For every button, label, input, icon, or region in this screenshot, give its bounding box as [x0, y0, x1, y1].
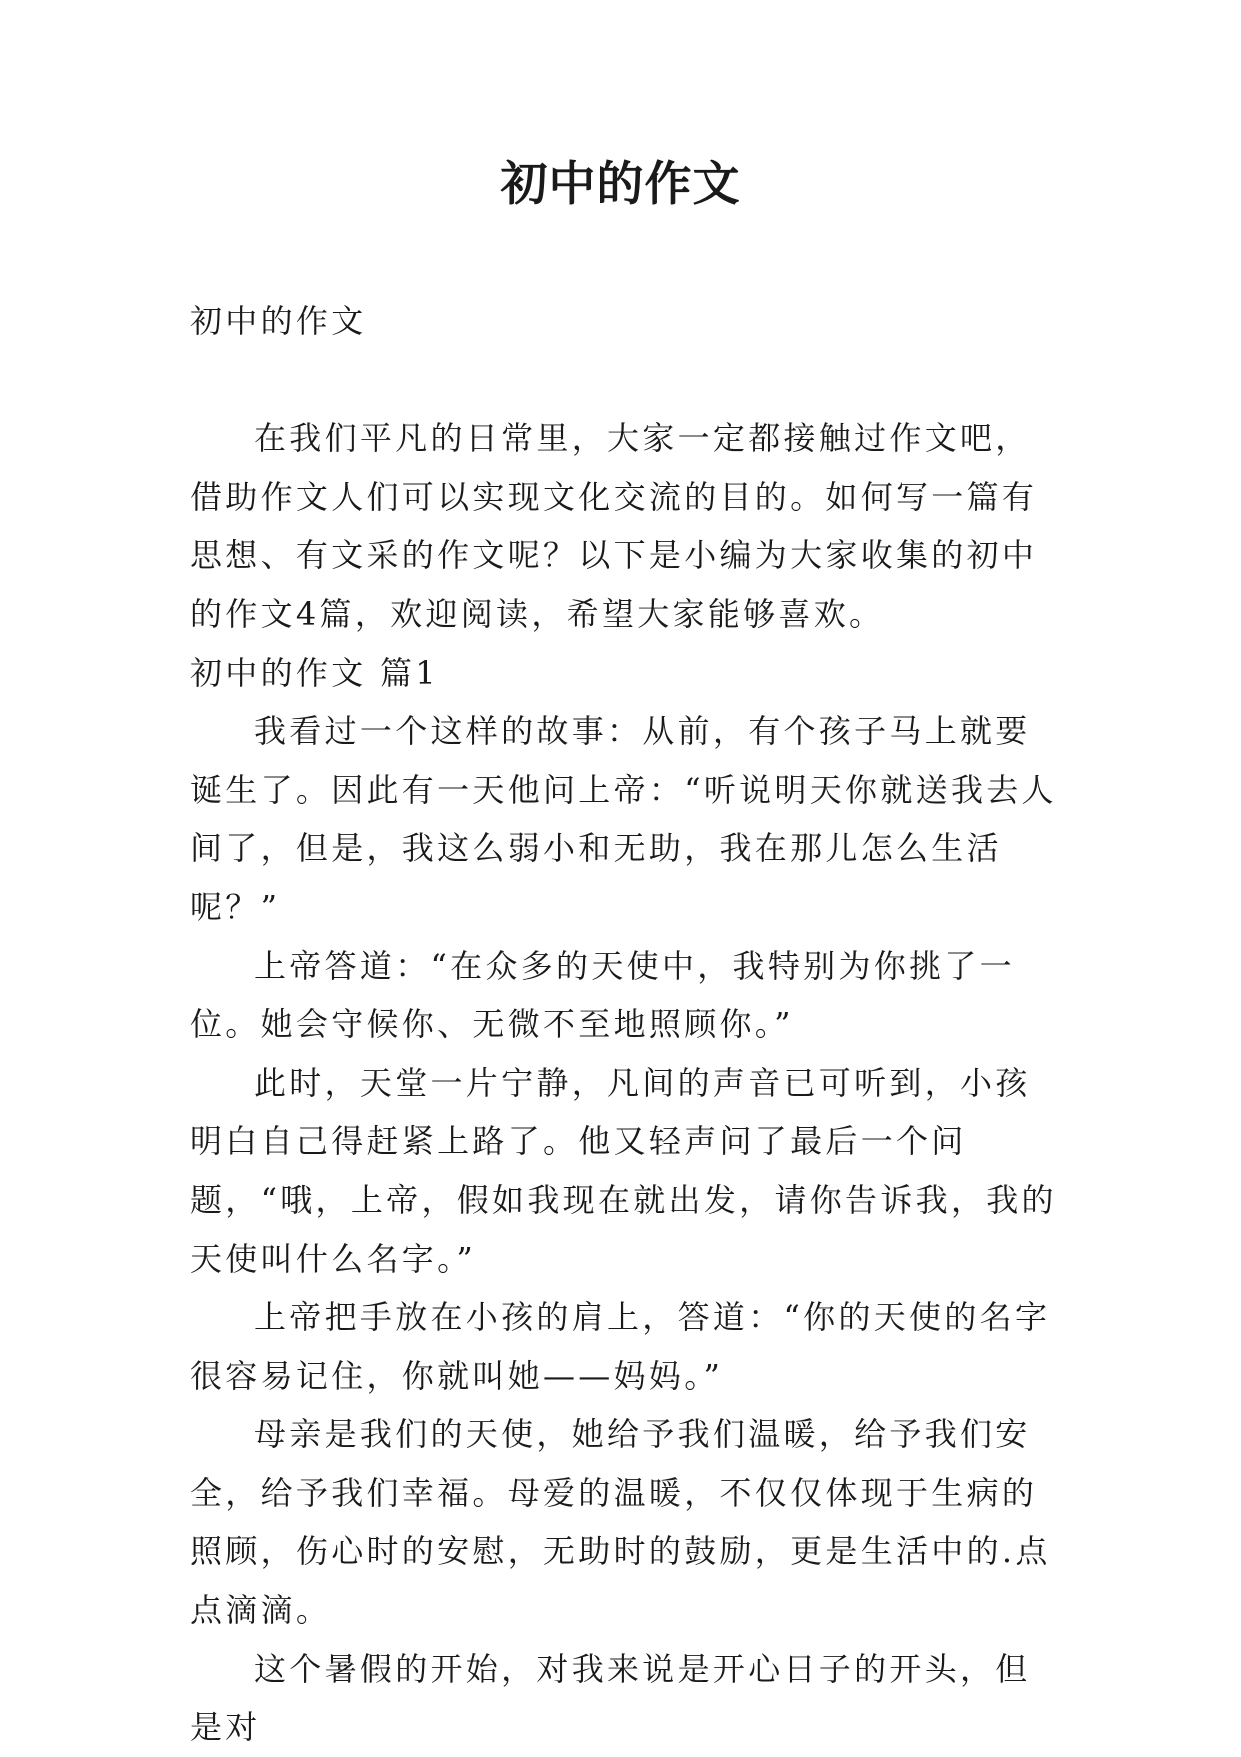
spacer — [190, 351, 1060, 410]
body-paragraph: 上帝把手放在小孩的肩上，答道：“你的天使的名字很容易记住，你就叫她——妈妈。” — [190, 1298, 1051, 1395]
document-body — [190, 292, 1060, 1757]
section-heading: 初中的作文 篇1 — [190, 653, 439, 692]
document-title: 初中的作文 — [500, 157, 741, 212]
body-paragraph: 此时，天堂一片宁静，凡间的声音已可听到，小孩明白自己得赶紧上路了。他又轻声问了最后一个问题，“哦，上帝，假如我现在就出发，请你告诉我，我的天使叫什么名字。” — [190, 1063, 1057, 1278]
body-paragraph: 母亲是我们的天使，她给予我们温暖，给予我们安全，给予我们幸福。母爱的温暖，不仅仅体现于生病的照顾，伤心时的安慰，无助时的鼓励，更是生活中的.点点滴滴。 — [190, 1415, 1051, 1630]
body-paragraph: 我看过一个这样的故事：从前，有个孩子马上就要诞生了。因此有一天他问上帝：“听说明天你就送我去人间了，但是，我这么弱小和无助，我在那儿怎么生活呢？” — [190, 712, 1057, 926]
document-subtitle: 初中的作文 — [190, 302, 367, 340]
intro-paragraph: 在我们平凡的日常里，大家一定都接触过作文吧，借助作文人们可以实现文化交流的目的。如何写一篇有思想、有文采的作文呢？以下是小编为大家收集的初中的作文4篇，欢迎阅读，希望大家能够喜欢。 — [190, 419, 1038, 633]
body-paragraph: 上帝答道：“在众多的天使中，我特别为你挑了一位。她会守候你、无微不至地照顾你。” — [190, 946, 1015, 1044]
body-paragraph: 这个暑假的开始，对我来说是开心日子的开头，但是对 — [190, 1649, 1031, 1747]
